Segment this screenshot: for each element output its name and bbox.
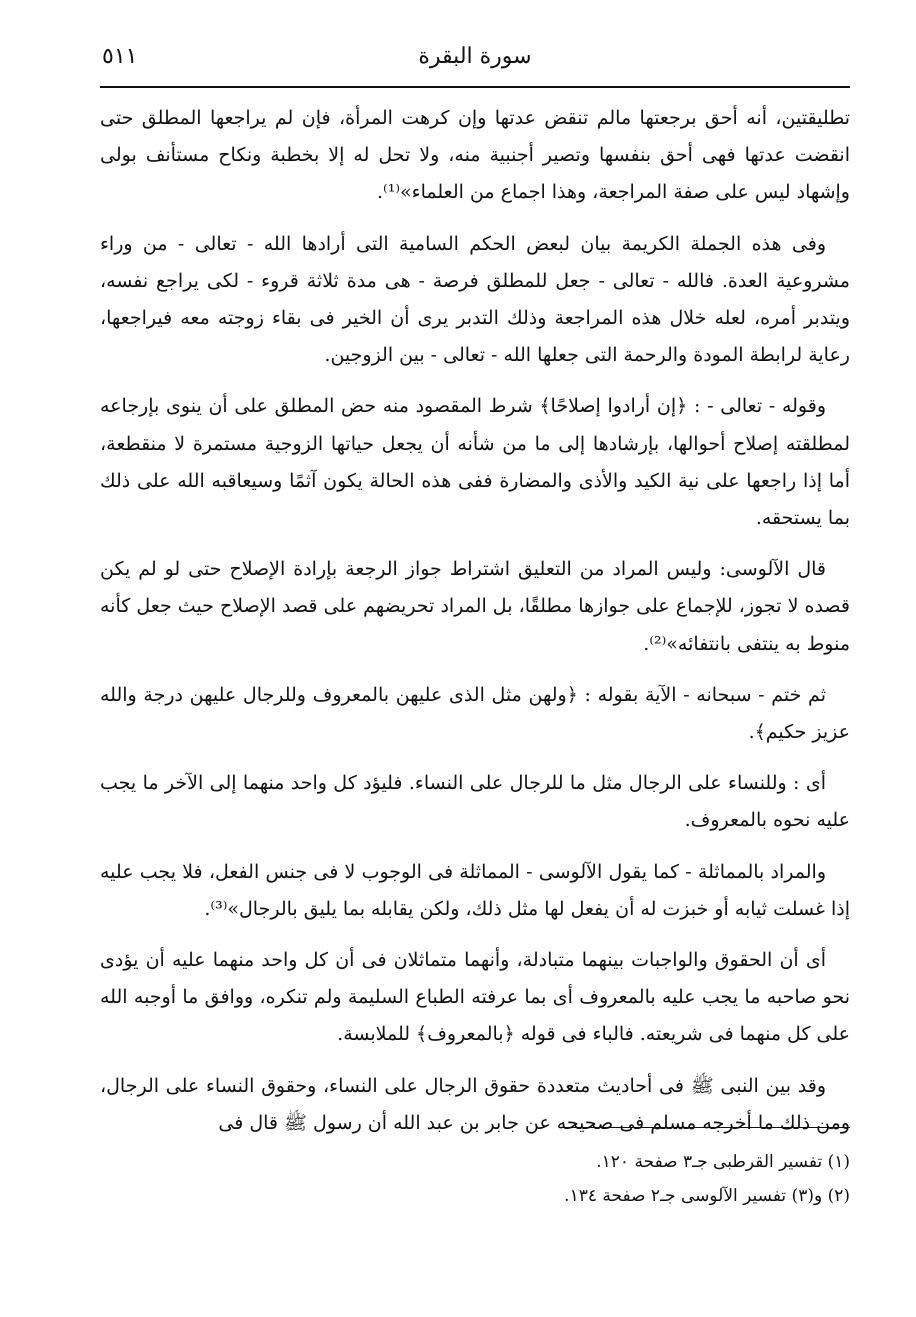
page-header [100,40,850,84]
page-title: سورة البقرة [418,44,532,69]
paragraph: قال الآلوسى: وليس المراد من التعليق اشتراط جواز الرجعة بإرادة الإصلاح حتى لو لم يكن قصده لا تجوز، للإجماع على جوازها مطلقًا، بل المراد تحريضهم على قصد الإصلاح حيث جعل كأنه منوط به ينتفى بانتفائه»⁽²⁾. [100,558,850,655]
book-page [100,40,851,1206]
page-body [100,100,850,1156]
footnote: (١) تفسير القرطبى جـ٣ صفحة ١٢٠. [596,1152,850,1172]
paragraph: وقوله - تعالى - : ﴿إن أرادوا إصلاحًا﴾ شرط المقصود منه حض المطلق على أن ينوى بإرجاعه لمطلقته إصلاح أحوالها، بإرشادها إلى ما من شأنه أن يجعل حياتها الزوجية مستمرة لا منقطعة، أما إذا راجعها على نية الكيد والأذى والمضارة ففى هذه الحالة يكون آثمًا وسيعاقبه الله على ذلك بما يستحقه. [100,395,850,530]
header-divider [100,86,850,88]
page-number: ٥١١ [102,44,138,69]
footnote: (٢) و(٣) تفسير الآلوسى جـ٢ صفحة ١٣٤. [564,1186,850,1206]
paragraph: ثم ختم - سبحانه - الآية بقوله : ﴿ولهن مثل الذى عليهن بالمعروف وللرجال عليهن درجة والله عزيز حكيم﴾. [100,683,850,744]
paragraph: تطليقتين، أنه أحق برجعتها مالم تنقض عدتها وإن كرهت المرأة، فإن لم يراجعها المطلق حتى انقضت عدتها فهى أحق بنفسها وتصير أجنبية منه، ولا تحل له إلا بخطبة ونكاح مستأنف بولى وإشهاد ليس على صفة المراجعة، وهذا اجماع من العلماء»⁽¹⁾. [100,107,851,204]
footnote-divider [560,1127,850,1128]
paragraph: وفى هذه الجملة الكريمة بيان لبعض الحكم السامية التى أرادها الله - تعالى - من وراء مشروعية العدة. فالله - تعالى - جعل للمطلق فرصة - هى مدة ثلاثة قروء - لكى يراجع نفسه، ويتدبر أمره، لعله خلال هذه المراجعة وذلك التدبر يرى أن الخير فى بقاء زوجته معه فيراجعها، رعاية لرابطة المودة والرحمة التى جعلها الله - تعالى - بين الزوجين. [100,232,850,367]
paragraph: وقد بين النبى ﷺ فى أحاديث متعددة حقوق الرجال على النساء، وحقوق النساء على الرجال، ومن ذلك ما أخرجه مسلم فى صحيحه عن جابر بن عبد الله أن رسول ﷺ قال فى [100,1074,850,1134]
paragraph: أى : وللنساء على الرجال مثل ما للرجال على النساء. فليؤد كل واحد منهما إلى الآخر ما يجب عليه نحوه بالمعروف. [100,772,850,832]
paragraph: والمراد بالمماثلة - كما يقول الآلوسى - المماثلة فى الوجوب لا فى جنس الفعل، فلا يجب عليه إذا غسلت ثيابه أو خبزت له أن يفعل لها مثل ذلك، ولكن يقابله بما يليق بالرجال»⁽³⁾. [100,860,850,920]
paragraph: أى أن الحقوق والواجبات بينهما متبادلة، وأنهما متماثلان فى أن كل واحد منهما عليه أن يؤدى نحو صاحبه ما يجب عليه بالمعروف أى بما عرفته الطباع السليمة ولم تنكره، ووافق ما أوجبه الله على كل منهما فى شريعته. فالباء فى قوله ﴿بالمعروف﴾ للملابسة. [100,949,850,1046]
footnotes [100,1145,850,1213]
